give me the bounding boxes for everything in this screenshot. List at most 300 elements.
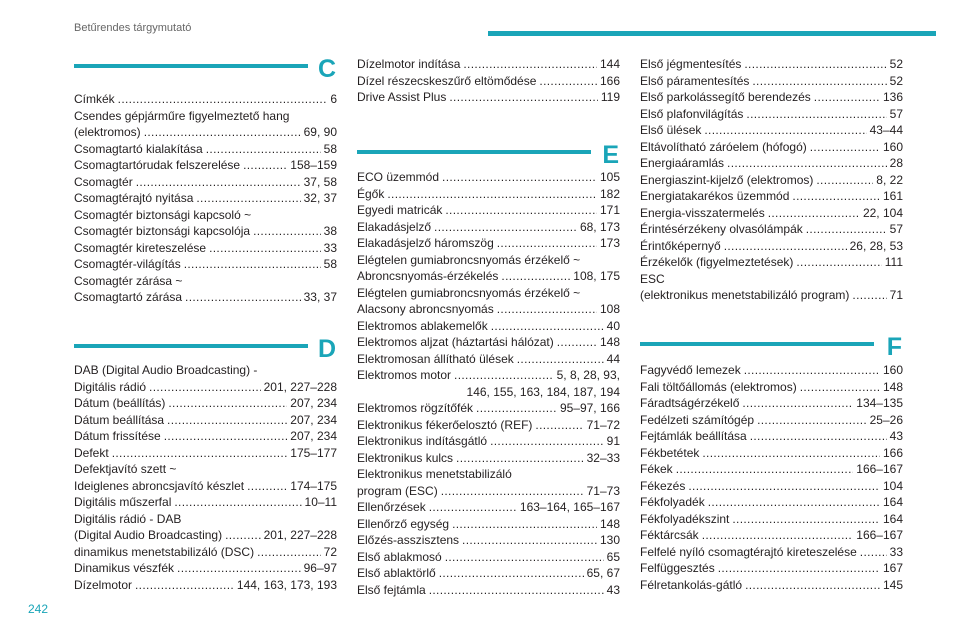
leader-dots bbox=[497, 301, 597, 318]
entry-label: Első parkolássegítő berendezés bbox=[640, 90, 811, 104]
index-entry bbox=[640, 155, 903, 172]
leader-dots bbox=[491, 318, 604, 335]
entry-label: program (ESC) bbox=[357, 483, 438, 498]
entry-page: 104 bbox=[882, 478, 903, 493]
index-entry bbox=[74, 174, 337, 191]
entry-label: Érzékelők (figyelmeztetések) bbox=[640, 255, 794, 269]
entry-page: 105 bbox=[599, 170, 620, 184]
entry-label: Első páramentesítés bbox=[640, 73, 750, 88]
index-entry bbox=[74, 240, 337, 257]
entry-page: 164 bbox=[882, 495, 903, 509]
entry-label: Fékfolyadék bbox=[640, 495, 705, 509]
entry-label: Elektromos ablakemelők bbox=[357, 318, 488, 333]
entry-page: 32, 37 bbox=[303, 191, 337, 205]
entry-page: 130 bbox=[599, 533, 620, 547]
leader-dots bbox=[704, 122, 866, 139]
entry-list bbox=[357, 169, 620, 598]
entry-label: Dátum frissítése bbox=[74, 429, 161, 443]
entry-label: Alacsony abroncsnyomás bbox=[357, 302, 494, 316]
entry-label: Csomagtartó zárása bbox=[74, 290, 183, 304]
index-entry bbox=[640, 461, 903, 478]
entry-label: Első fejtámla bbox=[357, 582, 426, 597]
leader-dots bbox=[501, 268, 570, 285]
entry-label: Dízelmotor bbox=[74, 577, 133, 592]
leader-dots bbox=[810, 139, 880, 156]
entry-page: 182 bbox=[599, 186, 620, 201]
entry-page: 52 bbox=[889, 73, 903, 88]
index-entry bbox=[640, 221, 903, 238]
index-entry bbox=[357, 516, 620, 533]
entry-page: 44 bbox=[606, 351, 620, 366]
entry-page: 65, 67 bbox=[586, 566, 620, 580]
entry-page: 58 bbox=[323, 141, 337, 156]
index-entry-heading: Elektronikus menetstabilizáló bbox=[357, 467, 512, 481]
index-entry bbox=[640, 188, 903, 205]
leader-dots bbox=[174, 494, 301, 511]
entry-page: 57 bbox=[889, 222, 903, 236]
index-entry bbox=[357, 351, 620, 368]
entry-label: Drive Assist Plus bbox=[357, 90, 447, 104]
leader-dots bbox=[517, 351, 604, 368]
entry-page: 43–44 bbox=[869, 123, 903, 137]
section-letter: E bbox=[602, 141, 619, 169]
entry-label: Csomagtartórudak felszerelése bbox=[74, 158, 241, 172]
entry-label: ECO üzemmód bbox=[357, 170, 440, 184]
entry-page: 161 bbox=[882, 189, 903, 203]
leader-dots bbox=[768, 205, 860, 222]
leader-dots bbox=[439, 565, 584, 582]
entry-label: Egyedi matricák bbox=[357, 203, 443, 217]
header-title: Betűrendes tárgymutató bbox=[74, 22, 192, 34]
section-letter: F bbox=[886, 333, 902, 361]
leader-dots bbox=[750, 428, 887, 445]
entry-list bbox=[74, 362, 337, 593]
entry-page: 5, 8, 28, 93, bbox=[556, 368, 620, 382]
entry-page: 38 bbox=[323, 224, 337, 238]
entry-page: 207, 234 bbox=[290, 412, 337, 427]
entry-label: Fékbetétek bbox=[640, 445, 700, 460]
index-entry bbox=[74, 544, 337, 561]
entry-label: Dízelmotor indítása bbox=[357, 57, 461, 71]
entry-label: (elektronikus menetstabilizáló program) bbox=[640, 288, 850, 302]
entry-label: Ellenőrző egység bbox=[357, 516, 450, 531]
leader-dots bbox=[429, 582, 604, 599]
entry-page: 43 bbox=[606, 582, 620, 597]
leader-dots bbox=[702, 527, 854, 544]
leader-dots bbox=[688, 478, 880, 495]
leader-dots bbox=[196, 190, 300, 207]
index-entry bbox=[74, 190, 337, 207]
entry-page: 58 bbox=[323, 257, 337, 271]
index-entry bbox=[640, 544, 903, 561]
index-entry bbox=[640, 445, 903, 462]
leader-dots bbox=[442, 169, 597, 186]
leader-dots bbox=[792, 188, 880, 205]
index-entry bbox=[74, 223, 337, 240]
entry-label: Ellenőrzések bbox=[357, 500, 426, 514]
index-entry bbox=[640, 73, 903, 90]
entry-page: 22, 104 bbox=[862, 205, 903, 220]
index-entry bbox=[640, 205, 903, 222]
entry-label: Abroncsnyomás-érzékelés bbox=[357, 269, 499, 283]
leader-dots bbox=[490, 433, 604, 450]
entry-page: 166 bbox=[882, 445, 903, 460]
index-entry bbox=[357, 219, 620, 236]
leader-dots bbox=[225, 527, 261, 544]
index-entry bbox=[357, 417, 620, 434]
index-entry bbox=[357, 450, 620, 467]
index-entry bbox=[74, 428, 337, 445]
leader-dots bbox=[164, 428, 288, 445]
entry-page: 160 bbox=[882, 139, 903, 154]
index-entry bbox=[640, 511, 903, 528]
entry-page: 160 bbox=[882, 363, 903, 377]
entry-label: Dátum beállítása bbox=[74, 412, 165, 427]
entry-label: Égők bbox=[357, 186, 385, 201]
leader-dots bbox=[247, 478, 287, 495]
index-entry bbox=[640, 89, 903, 106]
entry-label: Féktárcsák bbox=[640, 528, 699, 542]
leader-dots bbox=[463, 56, 597, 73]
leader-dots bbox=[462, 532, 597, 549]
leader-dots bbox=[814, 89, 880, 106]
index-entry bbox=[357, 202, 620, 219]
index-entry bbox=[74, 412, 337, 429]
leader-dots bbox=[449, 89, 598, 106]
entry-page: 65 bbox=[606, 549, 620, 564]
entry-page: 26, 28, 53 bbox=[849, 238, 903, 253]
index-entry bbox=[357, 318, 620, 335]
entry-label: Első ablakmosó bbox=[357, 549, 442, 564]
leader-dots bbox=[816, 172, 873, 189]
leader-dots bbox=[727, 155, 887, 172]
index-entry bbox=[640, 122, 903, 139]
entry-label: Elektronikus indításgátló bbox=[357, 434, 488, 448]
index-entry bbox=[74, 379, 337, 396]
index-entry-heading: Digitális rádió - DAB bbox=[74, 511, 182, 526]
leader-dots bbox=[168, 395, 287, 412]
entry-label: (Digital Audio Broadcasting) bbox=[74, 528, 223, 542]
leader-dots bbox=[732, 511, 880, 528]
leader-dots bbox=[445, 549, 604, 566]
entry-label: Csomagtér biztonsági kapcsolója bbox=[74, 224, 251, 238]
entry-page: 33 bbox=[323, 240, 337, 255]
entry-page: 33, 37 bbox=[303, 290, 337, 304]
leader-dots bbox=[112, 445, 288, 462]
entry-label: Csomagtér bbox=[74, 174, 133, 189]
entry-label: Elektromos rögzítőfék bbox=[357, 401, 474, 415]
index-entry bbox=[357, 89, 620, 106]
leader-dots bbox=[177, 560, 301, 577]
entry-list bbox=[640, 362, 903, 593]
index-entry-heading: Csendes gépjárműre figyelmeztető hang bbox=[74, 108, 290, 123]
entry-page: 69, 90 bbox=[303, 125, 337, 139]
entry-label: Defekt bbox=[74, 445, 109, 460]
index-entry bbox=[357, 301, 620, 318]
entry-label: Ideiglenes abroncsjavító készlet bbox=[74, 478, 245, 493]
entry-label: Elektromos motor bbox=[357, 368, 452, 382]
leader-dots bbox=[702, 445, 880, 462]
index-entry bbox=[357, 73, 620, 90]
entry-page: 52 bbox=[889, 57, 903, 71]
entry-page: 145 bbox=[882, 577, 903, 592]
entry-label: Dízel részecskeszűrő eltömődése bbox=[357, 73, 537, 88]
section-rule bbox=[74, 344, 308, 348]
entry-page: 68, 173 bbox=[579, 219, 620, 234]
index-entry bbox=[640, 172, 903, 189]
entry-page: 166–167 bbox=[856, 528, 903, 542]
index-entry bbox=[357, 532, 620, 549]
entry-page: 148 bbox=[882, 379, 903, 394]
index-entry-heading: Csomagtér zárása ~ bbox=[74, 273, 183, 288]
leader-dots bbox=[206, 141, 321, 158]
leader-dots bbox=[852, 287, 886, 304]
index-entry bbox=[74, 445, 337, 462]
entry-page: 28 bbox=[889, 156, 903, 170]
index-entry-heading: ESC bbox=[640, 271, 665, 286]
entry-page: 166–167 bbox=[856, 462, 903, 476]
entry-page: 95–97, 166 bbox=[559, 401, 620, 415]
entry-page: 148 bbox=[599, 516, 620, 531]
entry-page: 134–135 bbox=[856, 396, 903, 410]
index-entry bbox=[357, 186, 620, 203]
index-entry bbox=[640, 238, 903, 255]
index-entry bbox=[74, 494, 337, 511]
leader-dots bbox=[144, 124, 301, 141]
entry-label: dinamikus menetstabilizáló (DSC) bbox=[74, 544, 255, 559]
entry-label: Energia-visszatermelés bbox=[640, 205, 765, 220]
leader-dots bbox=[118, 91, 328, 108]
index-entry bbox=[640, 577, 903, 594]
leader-dots bbox=[441, 483, 584, 500]
index-entry-heading: Elégtelen gumiabroncsnyomás érzékelő ~ bbox=[357, 285, 581, 300]
section-rule bbox=[74, 64, 308, 68]
entry-label: Fékezés bbox=[640, 478, 686, 493]
leader-dots bbox=[557, 334, 597, 351]
index-entry bbox=[640, 560, 903, 577]
entry-label: Fáradtságérzékelő bbox=[640, 396, 740, 410]
entry-page: 71–73 bbox=[586, 483, 620, 498]
entry-label: Csomagtartó kialakítása bbox=[74, 141, 203, 156]
leader-dots bbox=[476, 400, 557, 417]
entry-page: 148 bbox=[599, 335, 620, 349]
index-entry bbox=[74, 289, 337, 306]
entry-page: 43 bbox=[889, 429, 903, 443]
entry-page: 207, 234 bbox=[290, 396, 337, 410]
index-entry bbox=[357, 268, 620, 285]
entry-page: 8, 22 bbox=[876, 172, 903, 187]
index-entry bbox=[357, 367, 620, 384]
entry-page: 144 bbox=[599, 57, 620, 71]
index-entry bbox=[74, 577, 337, 594]
entry-label: Első jégmentesítés bbox=[640, 57, 742, 71]
leader-dots bbox=[744, 56, 886, 73]
entry-page: 37, 58 bbox=[303, 174, 337, 189]
leader-dots bbox=[456, 450, 584, 467]
entry-label: Fagyvédő lemezek bbox=[640, 363, 741, 377]
index-entry bbox=[357, 549, 620, 566]
index-entry bbox=[640, 412, 903, 429]
entry-label: Fékfolyadékszint bbox=[640, 511, 730, 526]
entry-label: Csomagtér kireteszelése bbox=[74, 240, 207, 255]
index-entry-heading: Elégtelen gumiabroncsnyomás érzékelő ~ bbox=[357, 252, 581, 267]
index-entry bbox=[640, 478, 903, 495]
index-entry bbox=[357, 565, 620, 582]
leader-dots bbox=[757, 412, 867, 429]
entry-page: 71 bbox=[889, 288, 903, 302]
entry-page: 175–177 bbox=[290, 445, 337, 460]
index-entry bbox=[640, 139, 903, 156]
index-entry bbox=[640, 379, 903, 396]
entry-label: Felfelé nyíló csomagtérajtó kireteszelése bbox=[640, 544, 857, 559]
entry-label: Érintésérzékeny olvasólámpák bbox=[640, 222, 803, 236]
entry-label: Első ülések bbox=[640, 123, 702, 137]
index-entry bbox=[357, 483, 620, 500]
entry-label: Első ablaktörlő bbox=[357, 566, 436, 580]
leader-dots bbox=[742, 395, 853, 412]
leader-dots bbox=[149, 379, 261, 396]
entry-label: Elakadásjelző bbox=[357, 219, 432, 234]
entry-label: Elakadásjelző háromszög bbox=[357, 236, 494, 250]
leader-dots bbox=[429, 499, 517, 516]
entry-label: Érintőképernyő bbox=[640, 238, 721, 253]
entry-page: 40 bbox=[606, 318, 620, 333]
leader-dots bbox=[860, 544, 887, 561]
leader-dots bbox=[184, 256, 321, 273]
entry-label: Félretankolás-gátló bbox=[640, 577, 743, 592]
page-number: 242 bbox=[28, 602, 49, 616]
leader-dots bbox=[796, 254, 881, 271]
index-entry bbox=[74, 560, 337, 577]
entry-page: 164 bbox=[882, 511, 903, 526]
entry-page: 32–33 bbox=[586, 450, 620, 465]
leader-dots bbox=[185, 289, 301, 306]
leader-dots bbox=[806, 221, 887, 238]
entry-page: 10–11 bbox=[304, 495, 337, 509]
leader-dots bbox=[745, 577, 880, 594]
leader-dots bbox=[454, 367, 554, 384]
index-entry bbox=[640, 56, 903, 73]
section-rule bbox=[357, 150, 591, 154]
entry-label: Digitális rádió bbox=[74, 379, 147, 394]
entry-page: 144, 163, 173, 193 bbox=[236, 577, 337, 592]
entry-label: Dátum (beállítás) bbox=[74, 396, 166, 410]
index-entry-heading: Defektjavító szett ~ bbox=[74, 462, 177, 476]
index-entry bbox=[357, 400, 620, 417]
entry-label: Fali töltőállomás (elektromos) bbox=[640, 379, 797, 394]
entry-label: Elektromosan állítható ülések bbox=[357, 351, 514, 366]
leader-dots bbox=[136, 174, 301, 191]
leader-dots bbox=[452, 516, 597, 533]
entry-page: 33 bbox=[889, 544, 903, 559]
index-entry bbox=[357, 582, 620, 599]
index-entry bbox=[640, 395, 903, 412]
entry-page: 57 bbox=[889, 106, 903, 121]
entry-label: Fékek bbox=[640, 462, 673, 476]
entry-page: 207, 234 bbox=[290, 429, 337, 443]
index-entry bbox=[357, 169, 620, 186]
entry-list bbox=[74, 91, 337, 306]
entry-page: 71–72 bbox=[586, 417, 620, 432]
entry-page: 72 bbox=[323, 544, 337, 559]
index-entry bbox=[74, 91, 337, 108]
leader-dots bbox=[744, 362, 880, 379]
leader-dots bbox=[724, 238, 847, 255]
leader-dots bbox=[257, 544, 321, 561]
entry-page: 108, 175 bbox=[573, 269, 620, 283]
entry-label: Fejtámlák beállítása bbox=[640, 429, 747, 443]
index-entry bbox=[640, 106, 903, 123]
header-bar bbox=[488, 31, 936, 36]
entry-page: 201, 227–228 bbox=[263, 379, 337, 394]
entry-label: Első plafonvilágítás bbox=[640, 106, 744, 121]
entry-label: Eltávolítható záróelem (hófogó) bbox=[640, 139, 807, 154]
entry-page: 166 bbox=[599, 73, 620, 88]
index-entry bbox=[74, 527, 337, 544]
leader-dots bbox=[708, 494, 880, 511]
index-entry bbox=[640, 287, 903, 304]
entry-page: 111 bbox=[884, 255, 903, 269]
entry-page: 108 bbox=[599, 302, 620, 316]
section-letter: D bbox=[317, 335, 336, 363]
entry-page: 119 bbox=[600, 90, 620, 104]
index-entry bbox=[74, 124, 337, 141]
index-entry bbox=[74, 141, 337, 158]
entry-page: 6 bbox=[330, 92, 337, 106]
index-entry bbox=[357, 334, 620, 351]
leader-dots bbox=[253, 223, 321, 240]
leader-dots bbox=[209, 240, 321, 257]
index-entry bbox=[640, 428, 903, 445]
entry-page: 201, 227–228 bbox=[263, 528, 337, 542]
entry-label: Energiaáramlás bbox=[640, 156, 725, 170]
entry-page: 174–175 bbox=[290, 478, 337, 493]
entry-page: 25–26 bbox=[869, 412, 903, 427]
entry-label: Dinamikus vészfék bbox=[74, 561, 175, 575]
index-entry bbox=[74, 478, 337, 495]
section-letter: C bbox=[317, 55, 336, 83]
leader-dots bbox=[800, 379, 880, 396]
leader-dots bbox=[434, 219, 577, 236]
entry-label: Fedélzeti számítógép bbox=[640, 412, 755, 427]
leader-dots bbox=[718, 560, 880, 577]
entry-page: 163–164, 165–167 bbox=[519, 500, 620, 514]
entry-page: 158–159 bbox=[290, 158, 337, 172]
index-entry bbox=[357, 499, 620, 516]
entry-label: Elektronikus kulcs bbox=[357, 450, 454, 465]
entry-page: 171 bbox=[599, 203, 620, 217]
entry-label: Csomagtér-világítás bbox=[74, 257, 181, 271]
entry-label: (elektromos) bbox=[74, 125, 141, 139]
leader-dots bbox=[135, 577, 234, 594]
index-entry bbox=[640, 254, 903, 271]
leader-dots bbox=[387, 186, 597, 203]
index-entry-heading: Csomagtér biztonsági kapcsoló ~ bbox=[74, 207, 252, 222]
index-entry bbox=[74, 256, 337, 273]
section-rule bbox=[640, 342, 874, 346]
entry-label: Elektromos aljzat (háztartási hálózat) bbox=[357, 335, 554, 349]
entry-list bbox=[640, 56, 903, 304]
entry-label: Energiaszint-kijelző (elektromos) bbox=[640, 172, 814, 187]
index-entry bbox=[640, 527, 903, 544]
leader-dots bbox=[445, 202, 597, 219]
entry-label: Elektronikus fékerőelosztó (REF) bbox=[357, 417, 533, 432]
entry-label: Címkék bbox=[74, 92, 115, 106]
entry-page: 91 bbox=[606, 434, 620, 448]
leader-dots bbox=[746, 106, 886, 123]
entry-label: Csomagtérajtó nyitása bbox=[74, 191, 194, 205]
entry-label: Felfüggesztés bbox=[640, 561, 715, 575]
